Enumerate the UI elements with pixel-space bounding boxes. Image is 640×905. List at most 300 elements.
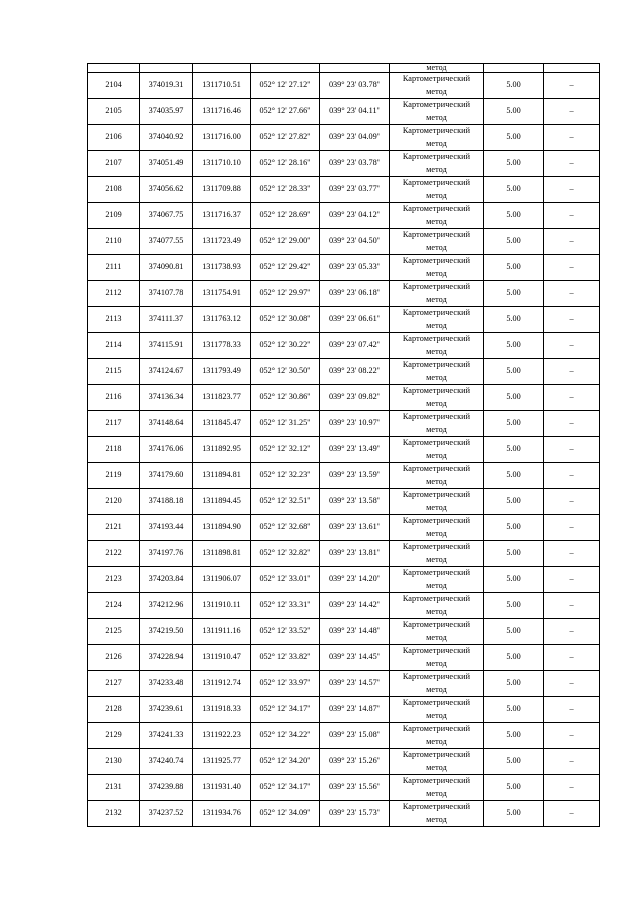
method-line-2: метод xyxy=(426,450,447,460)
accuracy-cell: 5.00 xyxy=(484,255,544,281)
point-number-cell: 2117 xyxy=(88,411,140,437)
longitude-cell: 039° 23' 06.18" xyxy=(320,281,390,307)
table-row xyxy=(88,567,600,593)
accuracy-cell: 5.00 xyxy=(484,515,544,541)
method-line-2: метод xyxy=(426,606,447,616)
method-cell xyxy=(390,671,484,697)
longitude-cell: 039° 23' 13.59" xyxy=(320,463,390,489)
x-coordinate-cell: 374237.52 xyxy=(140,801,193,827)
accuracy-cell: 5.00 xyxy=(484,125,544,151)
accuracy-cell: 5.00 xyxy=(484,801,544,827)
accuracy-cell: 5.00 xyxy=(484,749,544,775)
method-line-1: Картометрический xyxy=(402,282,471,291)
accuracy-cell: 5.00 xyxy=(484,437,544,463)
latitude-cell: 052° 12' 27.12" xyxy=(251,73,320,99)
y-coordinate-cell: 1311709.88 xyxy=(193,177,251,203)
method-line-1: Картометрический xyxy=(402,100,471,109)
method-line-1: Картометрический xyxy=(402,412,471,421)
accuracy-cell: 5.00 xyxy=(484,229,544,255)
table-row xyxy=(88,281,600,307)
x-coordinate-cell: 374197.76 xyxy=(140,541,193,567)
method-line-1: Картометрический xyxy=(402,750,471,759)
table-row xyxy=(88,385,600,411)
method-line-2: метод xyxy=(426,86,447,96)
x-coordinate-cell: 374239.61 xyxy=(140,697,193,723)
note-cell: – xyxy=(544,411,600,437)
y-coordinate-cell: 1311778.33 xyxy=(193,333,251,359)
table-row xyxy=(88,307,600,333)
method-line-1: Картометрический xyxy=(402,308,471,317)
longitude-cell: 039° 23' 13.49" xyxy=(320,437,390,463)
point-number-cell: 2119 xyxy=(88,463,140,489)
document-page xyxy=(87,63,599,827)
point-number-cell: 2108 xyxy=(88,177,140,203)
latitude-cell: 052° 12' 34.17" xyxy=(251,697,320,723)
y-coordinate-cell: 1311738.93 xyxy=(193,255,251,281)
longitude-cell: 039° 23' 10.97" xyxy=(320,411,390,437)
table-row xyxy=(88,593,600,619)
y-coordinate-cell: 1311911.16 xyxy=(193,619,251,645)
x-coordinate-cell: 374051.49 xyxy=(140,151,193,177)
method-line-2: метод xyxy=(426,320,447,330)
y-coordinate-cell: 1311925.77 xyxy=(193,749,251,775)
point-number-cell: 2109 xyxy=(88,203,140,229)
x-coordinate-cell: 374203.84 xyxy=(140,567,193,593)
y-coordinate-cell: 1311894.81 xyxy=(193,463,251,489)
latitude-cell: 052° 12' 28.69" xyxy=(251,203,320,229)
method-line-2: метод xyxy=(426,242,447,252)
y-coordinate-cell: 1311723.49 xyxy=(193,229,251,255)
method-line-1: Картометрический xyxy=(402,594,471,603)
method-line-1: Картометрический xyxy=(402,802,471,811)
point-number-cell: 2132 xyxy=(88,801,140,827)
longitude-cell: 039° 23' 03.77" xyxy=(320,177,390,203)
method-line-1: Картометрический xyxy=(402,334,471,343)
x-coordinate-cell: 374219.50 xyxy=(140,619,193,645)
note-cell: – xyxy=(544,281,600,307)
accuracy-cell: 5.00 xyxy=(484,541,544,567)
note-cell: – xyxy=(544,151,600,177)
note-cell: – xyxy=(544,437,600,463)
accuracy-cell: 5.00 xyxy=(484,307,544,333)
method-line-2: метод xyxy=(426,710,447,720)
point-number-cell: 2118 xyxy=(88,437,140,463)
latitude-cell: 052° 12' 32.12" xyxy=(251,437,320,463)
point-number-cell: 2113 xyxy=(88,307,140,333)
method-line-2: метод xyxy=(426,554,447,564)
latitude-cell: 052° 12' 33.52" xyxy=(251,619,320,645)
table-row xyxy=(88,619,600,645)
longitude-cell: 039° 23' 08.22" xyxy=(320,359,390,385)
latitude-cell: 052° 12' 34.17" xyxy=(251,775,320,801)
y-coordinate-cell: 1311710.51 xyxy=(193,73,251,99)
point-number-cell: 2105 xyxy=(88,99,140,125)
accuracy-cell: 5.00 xyxy=(484,359,544,385)
note-cell: – xyxy=(544,697,600,723)
longitude-cell: 039° 23' 14.20" xyxy=(320,567,390,593)
longitude-cell: 039° 23' 06.61" xyxy=(320,307,390,333)
x-coordinate-cell: 374040.92 xyxy=(140,125,193,151)
note-cell: – xyxy=(544,801,600,827)
method-line-2: метод xyxy=(426,112,447,122)
method-line-1: Картометрический xyxy=(402,152,471,161)
note-cell: – xyxy=(544,307,600,333)
longitude-cell: 039° 23' 14.45" xyxy=(320,645,390,671)
method-line-1: Картометрический xyxy=(402,490,471,499)
longitude-cell: 039° 23' 15.26" xyxy=(320,749,390,775)
method-line-2: метод xyxy=(426,138,447,148)
method-line-2: метод xyxy=(426,814,447,824)
table-cell xyxy=(320,64,390,73)
x-coordinate-cell: 374193.44 xyxy=(140,515,193,541)
x-coordinate-cell: 374240.74 xyxy=(140,749,193,775)
accuracy-cell: 5.00 xyxy=(484,619,544,645)
method-line-1: Картометрический xyxy=(402,620,471,629)
method-line-2: метод xyxy=(426,294,447,304)
point-number-cell: 2131 xyxy=(88,775,140,801)
point-number-cell: 2112 xyxy=(88,281,140,307)
method-line-2: метод xyxy=(426,788,447,798)
coordinates-table xyxy=(87,63,600,827)
method-line-1: Картометрический xyxy=(402,464,471,473)
accuracy-cell: 5.00 xyxy=(484,333,544,359)
latitude-cell: 052° 12' 27.66" xyxy=(251,99,320,125)
method-line-1: Картометрический xyxy=(402,230,471,239)
table-row xyxy=(88,203,600,229)
accuracy-cell: 5.00 xyxy=(484,645,544,671)
x-coordinate-cell: 374188.18 xyxy=(140,489,193,515)
latitude-cell: 052° 12' 33.82" xyxy=(251,645,320,671)
accuracy-cell: 5.00 xyxy=(484,697,544,723)
y-coordinate-cell: 1311892.95 xyxy=(193,437,251,463)
x-coordinate-cell: 374090.81 xyxy=(140,255,193,281)
x-coordinate-cell: 374019.31 xyxy=(140,73,193,99)
latitude-cell: 052° 12' 29.00" xyxy=(251,229,320,255)
latitude-cell: 052° 12' 32.23" xyxy=(251,463,320,489)
latitude-cell: 052° 12' 34.22" xyxy=(251,723,320,749)
point-number-cell: 2121 xyxy=(88,515,140,541)
method-cell xyxy=(390,255,484,281)
note-cell: – xyxy=(544,333,600,359)
method-line-1: Картометрический xyxy=(402,516,471,525)
method-cell xyxy=(390,723,484,749)
y-coordinate-cell: 1311922.23 xyxy=(193,723,251,749)
method-line-2: метод xyxy=(426,736,447,746)
latitude-cell: 052° 12' 33.97" xyxy=(251,671,320,697)
method-line-2: метод xyxy=(426,346,447,356)
note-cell: – xyxy=(544,203,600,229)
note-cell: – xyxy=(544,99,600,125)
point-number-cell: 2114 xyxy=(88,333,140,359)
latitude-cell: 052° 12' 29.97" xyxy=(251,281,320,307)
table-row xyxy=(88,333,600,359)
longitude-cell: 039° 23' 13.81" xyxy=(320,541,390,567)
x-coordinate-cell: 374233.48 xyxy=(140,671,193,697)
method-line-1: Картометрический xyxy=(402,126,471,135)
method-line-2: метод xyxy=(426,580,447,590)
y-coordinate-cell: 1311931.40 xyxy=(193,775,251,801)
table-row xyxy=(88,463,600,489)
note-cell: – xyxy=(544,229,600,255)
point-number-cell: 2125 xyxy=(88,619,140,645)
y-coordinate-cell: 1311845.47 xyxy=(193,411,251,437)
x-coordinate-cell: 374241.33 xyxy=(140,723,193,749)
x-coordinate-cell: 374228.94 xyxy=(140,645,193,671)
method-line-1: Картометрический xyxy=(402,542,471,551)
method-cell xyxy=(390,307,484,333)
y-coordinate-cell: 1311716.37 xyxy=(193,203,251,229)
method-line-1: Картометрический xyxy=(402,178,471,187)
method-line-2: метод xyxy=(426,372,447,382)
y-coordinate-cell: 1311710.10 xyxy=(193,151,251,177)
point-number-cell: 2107 xyxy=(88,151,140,177)
table-row xyxy=(88,515,600,541)
x-coordinate-cell: 374124.67 xyxy=(140,359,193,385)
x-coordinate-cell: 374115.91 xyxy=(140,333,193,359)
method-line-2: метод xyxy=(426,762,447,772)
method-cell xyxy=(390,515,484,541)
x-coordinate-cell: 374179.60 xyxy=(140,463,193,489)
accuracy-cell: 5.00 xyxy=(484,671,544,697)
note-cell: – xyxy=(544,619,600,645)
accuracy-cell: 5.00 xyxy=(484,463,544,489)
table-cell xyxy=(88,64,140,73)
accuracy-cell: 5.00 xyxy=(484,593,544,619)
method-line-1: Картометрический xyxy=(402,698,471,707)
method-line-1: Картометрический xyxy=(402,776,471,785)
method-line-2: метод xyxy=(426,632,447,642)
point-number-cell: 2126 xyxy=(88,645,140,671)
method-cell xyxy=(390,749,484,775)
y-coordinate-cell: 1311754.91 xyxy=(193,281,251,307)
table-row xyxy=(88,489,600,515)
y-coordinate-cell: 1311910.11 xyxy=(193,593,251,619)
y-coordinate-cell: 1311910.47 xyxy=(193,645,251,671)
y-coordinate-cell: 1311918.33 xyxy=(193,697,251,723)
method-cell xyxy=(390,463,484,489)
longitude-cell: 039° 23' 15.56" xyxy=(320,775,390,801)
latitude-cell: 052° 12' 30.22" xyxy=(251,333,320,359)
note-cell: – xyxy=(544,723,600,749)
method-cell xyxy=(390,333,484,359)
point-number-cell: 2116 xyxy=(88,385,140,411)
method-line-1: Картометрический xyxy=(402,724,471,733)
method-line-2: метод xyxy=(426,398,447,408)
latitude-cell: 052° 12' 33.31" xyxy=(251,593,320,619)
table-cell xyxy=(484,64,544,73)
method-line-1: Картометрический xyxy=(402,438,471,447)
longitude-cell: 039° 23' 07.42" xyxy=(320,333,390,359)
accuracy-cell: 5.00 xyxy=(484,567,544,593)
latitude-cell: 052° 12' 34.09" xyxy=(251,801,320,827)
y-coordinate-cell: 1311716.00 xyxy=(193,125,251,151)
table-cell xyxy=(193,64,251,73)
note-cell: – xyxy=(544,73,600,99)
y-coordinate-cell: 1311912.74 xyxy=(193,671,251,697)
method-line-2: метод xyxy=(426,502,447,512)
longitude-cell: 039° 23' 03.78" xyxy=(320,73,390,99)
continuation-row xyxy=(88,64,600,73)
table-row xyxy=(88,177,600,203)
longitude-cell: 039° 23' 09.82" xyxy=(320,385,390,411)
y-coordinate-cell: 1311763.12 xyxy=(193,307,251,333)
method-cell xyxy=(390,99,484,125)
note-cell: – xyxy=(544,593,600,619)
method-line-2: метод xyxy=(426,268,447,278)
method-cell xyxy=(390,489,484,515)
point-number-cell: 2123 xyxy=(88,567,140,593)
method-cell xyxy=(390,437,484,463)
method-cell xyxy=(390,177,484,203)
y-coordinate-cell: 1311894.45 xyxy=(193,489,251,515)
point-number-cell: 2128 xyxy=(88,697,140,723)
latitude-cell: 052° 12' 28.16" xyxy=(251,151,320,177)
x-coordinate-cell: 374111.37 xyxy=(140,307,193,333)
note-cell: – xyxy=(544,645,600,671)
method-cell xyxy=(390,411,484,437)
method-cell xyxy=(390,281,484,307)
table-row xyxy=(88,73,600,99)
method-line-2: метод xyxy=(426,658,447,668)
point-number-cell: 2127 xyxy=(88,671,140,697)
x-coordinate-cell: 374067.75 xyxy=(140,203,193,229)
method-line-1: Картометрический xyxy=(402,646,471,655)
method-line-2: метод xyxy=(426,528,447,538)
method-cell xyxy=(390,697,484,723)
point-number-cell: 2120 xyxy=(88,489,140,515)
table-row xyxy=(88,671,600,697)
latitude-cell: 052° 12' 33.01" xyxy=(251,567,320,593)
longitude-cell: 039° 23' 03.78" xyxy=(320,151,390,177)
table-row xyxy=(88,801,600,827)
table-row xyxy=(88,749,600,775)
x-coordinate-cell: 374148.64 xyxy=(140,411,193,437)
y-coordinate-cell: 1311716.46 xyxy=(193,99,251,125)
table-row xyxy=(88,229,600,255)
longitude-cell: 039° 23' 04.11" xyxy=(320,99,390,125)
accuracy-cell: 5.00 xyxy=(484,203,544,229)
y-coordinate-cell: 1311793.49 xyxy=(193,359,251,385)
longitude-cell: 039° 23' 13.58" xyxy=(320,489,390,515)
accuracy-cell: 5.00 xyxy=(484,385,544,411)
note-cell: – xyxy=(544,775,600,801)
method-line-1: Картометрический xyxy=(402,386,471,395)
x-coordinate-cell: 374107.78 xyxy=(140,281,193,307)
note-cell: – xyxy=(544,567,600,593)
longitude-cell: 039° 23' 04.12" xyxy=(320,203,390,229)
method-line-1: Картометрический xyxy=(402,256,471,265)
latitude-cell: 052° 12' 28.33" xyxy=(251,177,320,203)
method-line-2: метод xyxy=(426,190,447,200)
latitude-cell: 052° 12' 32.68" xyxy=(251,515,320,541)
table-row xyxy=(88,411,600,437)
longitude-cell: 039° 23' 15.73" xyxy=(320,801,390,827)
x-coordinate-cell: 374239.88 xyxy=(140,775,193,801)
accuracy-cell: 5.00 xyxy=(484,281,544,307)
method-cell xyxy=(390,229,484,255)
longitude-cell: 039° 23' 13.61" xyxy=(320,515,390,541)
note-cell: – xyxy=(544,255,600,281)
accuracy-cell: 5.00 xyxy=(484,99,544,125)
longitude-cell: 039° 23' 15.08" xyxy=(320,723,390,749)
point-number-cell: 2111 xyxy=(88,255,140,281)
method-cell xyxy=(390,203,484,229)
method-line-2: метод xyxy=(426,164,447,174)
note-cell: – xyxy=(544,515,600,541)
method-cell xyxy=(390,385,484,411)
point-number-cell: 2110 xyxy=(88,229,140,255)
latitude-cell: 052° 12' 32.51" xyxy=(251,489,320,515)
longitude-cell: 039° 23' 05.33" xyxy=(320,255,390,281)
method-line-2: метод xyxy=(426,684,447,694)
method-cell xyxy=(390,593,484,619)
table-row xyxy=(88,99,600,125)
latitude-cell: 052° 12' 27.82" xyxy=(251,125,320,151)
method-cell xyxy=(390,801,484,827)
accuracy-cell: 5.00 xyxy=(484,73,544,99)
longitude-cell: 039° 23' 04.09" xyxy=(320,125,390,151)
point-number-cell: 2122 xyxy=(88,541,140,567)
method-cell xyxy=(390,567,484,593)
table-row xyxy=(88,645,600,671)
table-cell xyxy=(251,64,320,73)
method-line-1: Картометрический xyxy=(402,672,471,681)
table-row xyxy=(88,697,600,723)
longitude-cell: 039° 23' 14.42" xyxy=(320,593,390,619)
point-number-cell: 2129 xyxy=(88,723,140,749)
table-cell xyxy=(140,64,193,73)
table-body xyxy=(88,64,600,827)
table-row xyxy=(88,541,600,567)
method-cell xyxy=(390,359,484,385)
x-coordinate-cell: 374136.34 xyxy=(140,385,193,411)
method-cell xyxy=(390,645,484,671)
x-coordinate-cell: 374077.55 xyxy=(140,229,193,255)
latitude-cell: 052° 12' 30.50" xyxy=(251,359,320,385)
x-coordinate-cell: 374035.97 xyxy=(140,99,193,125)
longitude-cell: 039° 23' 14.87" xyxy=(320,697,390,723)
method-cell xyxy=(390,619,484,645)
note-cell: – xyxy=(544,463,600,489)
method-cell xyxy=(390,775,484,801)
point-number-cell: 2106 xyxy=(88,125,140,151)
latitude-cell: 052° 12' 30.86" xyxy=(251,385,320,411)
method-line-1: Картометрический xyxy=(402,568,471,577)
latitude-cell: 052° 12' 29.42" xyxy=(251,255,320,281)
table-row xyxy=(88,723,600,749)
accuracy-cell: 5.00 xyxy=(484,151,544,177)
table-row xyxy=(88,255,600,281)
y-coordinate-cell: 1311898.81 xyxy=(193,541,251,567)
longitude-cell: 039° 23' 14.48" xyxy=(320,619,390,645)
latitude-cell: 052° 12' 32.82" xyxy=(251,541,320,567)
note-cell: – xyxy=(544,177,600,203)
note-cell: – xyxy=(544,489,600,515)
y-coordinate-cell: 1311894.90 xyxy=(193,515,251,541)
note-cell: – xyxy=(544,671,600,697)
method-line-1: Картометрический xyxy=(402,204,471,213)
method-line-2: метод xyxy=(426,476,447,486)
method-line-2: метод xyxy=(426,216,447,226)
method-cell xyxy=(390,151,484,177)
method-cell xyxy=(390,125,484,151)
point-number-cell: 2115 xyxy=(88,359,140,385)
accuracy-cell: 5.00 xyxy=(484,177,544,203)
latitude-cell: 052° 12' 31.25" xyxy=(251,411,320,437)
method-cell: метод xyxy=(390,64,484,73)
accuracy-cell: 5.00 xyxy=(484,411,544,437)
note-cell: – xyxy=(544,385,600,411)
